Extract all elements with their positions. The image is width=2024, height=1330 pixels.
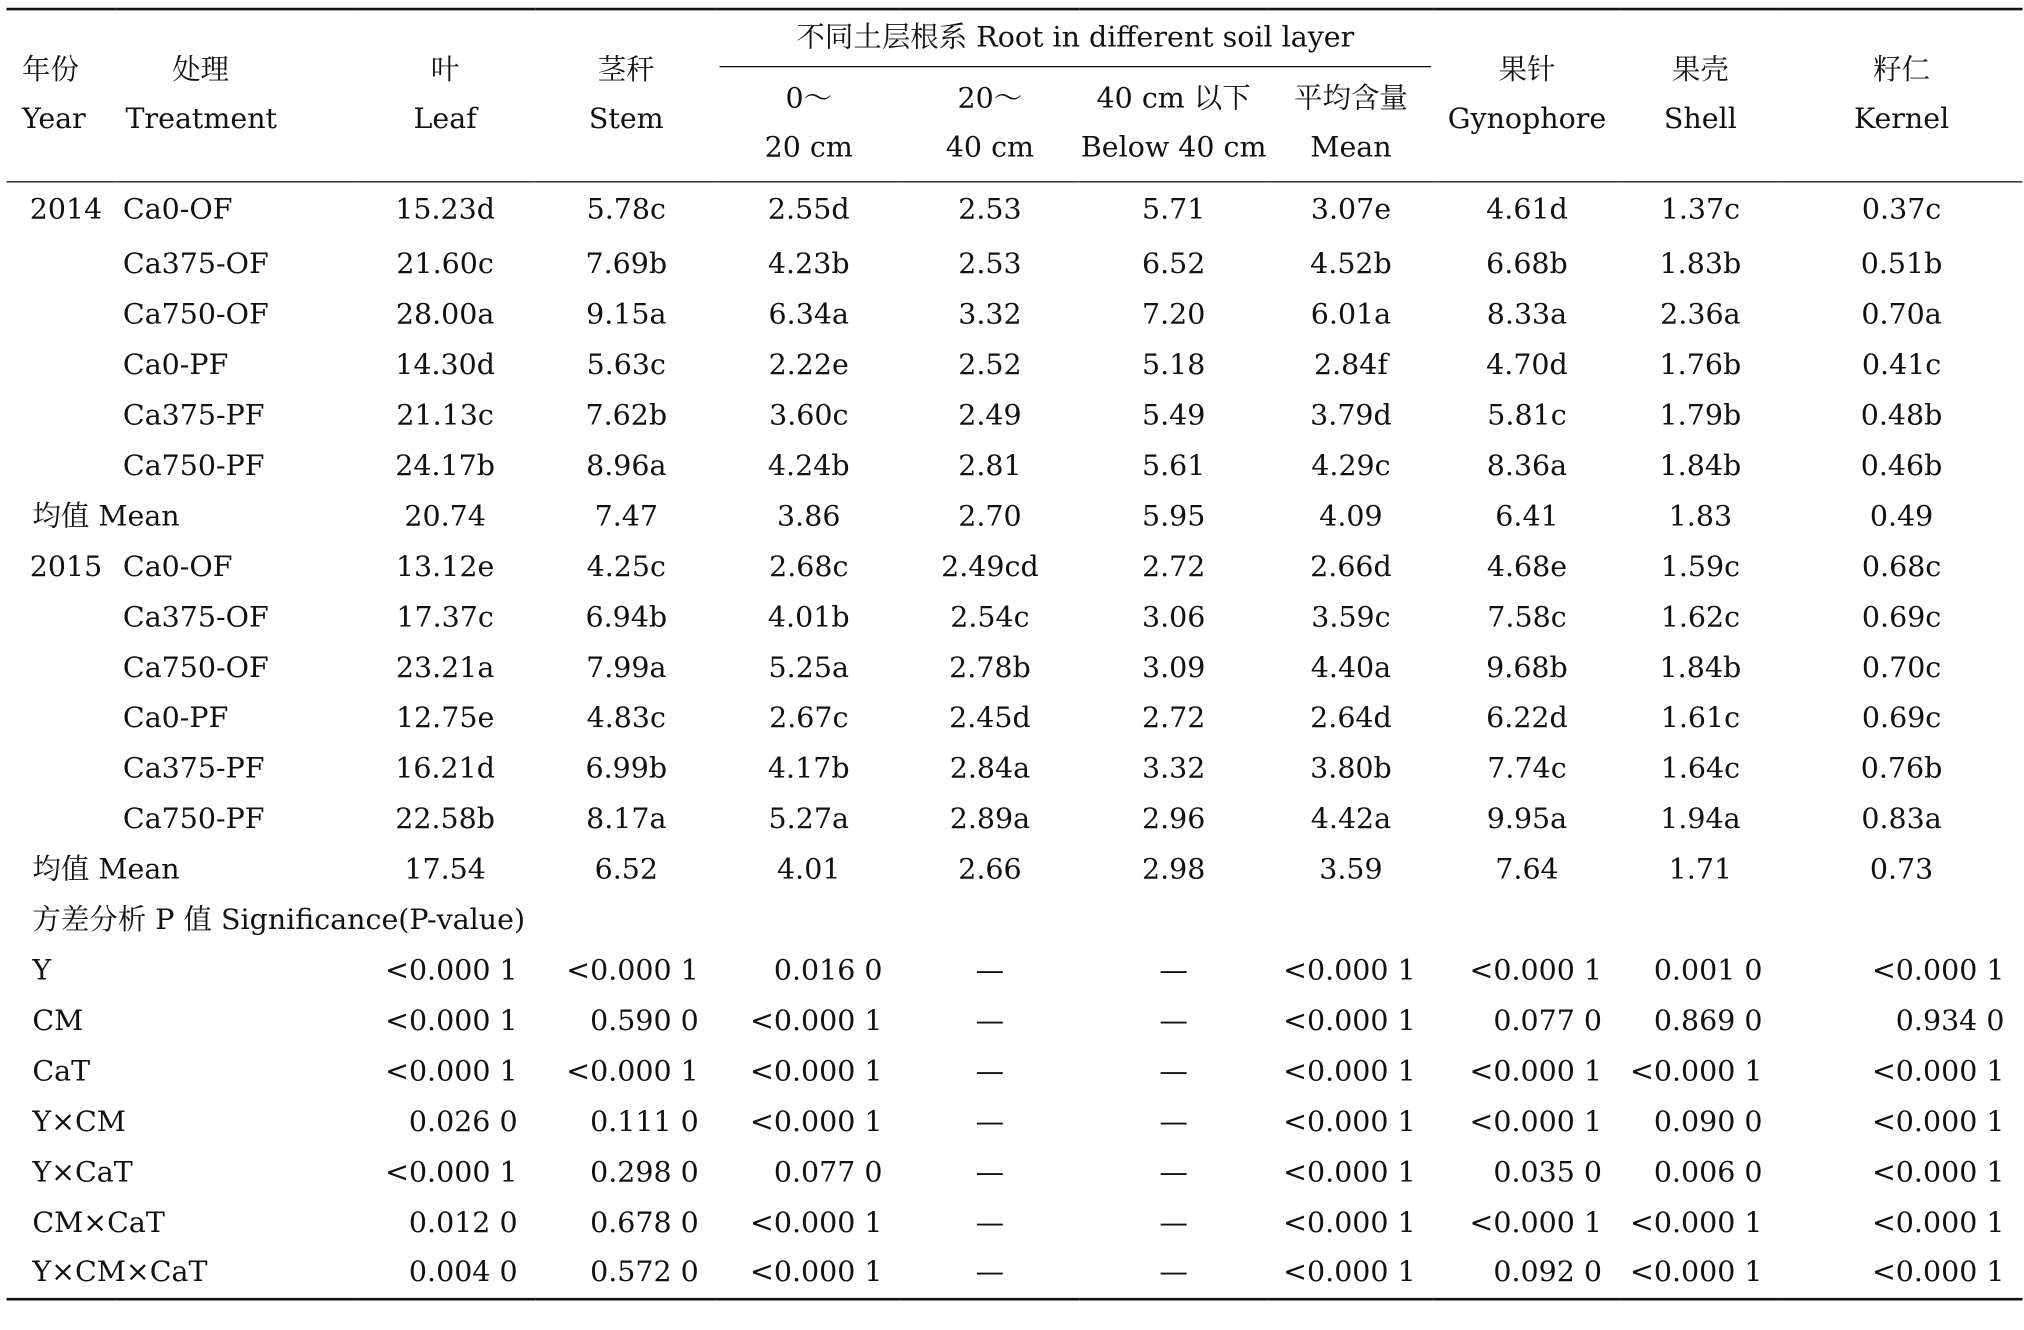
p-value-cell: <0.000 1 — [1871, 1055, 2005, 1088]
p-value-cell: — — [1159, 1004, 1188, 1038]
value-cell: 2.49 — [958, 399, 1022, 432]
value-cell: 1.71 — [1668, 853, 1733, 886]
p-value-cell: <0.000 1 — [1871, 1206, 2005, 1240]
value-cell: 1.61c — [1660, 701, 1741, 735]
value-cell: 4.24b — [767, 449, 850, 483]
p-value-cell: <0.000 1 — [566, 954, 699, 987]
value-cell: 6.22d — [1486, 701, 1568, 735]
value-cell: 1.84b — [1659, 651, 1742, 684]
p-value-cell: <0.000 1 — [749, 1206, 883, 1240]
p-value-cell: <0.000 1 — [1469, 1105, 1603, 1139]
year-cell — [6, 239, 115, 289]
value-cell: 3.60c — [769, 399, 849, 432]
value-cell: 6.94b — [585, 601, 668, 634]
p-value-cell: 0.678 0 — [590, 1206, 699, 1240]
table-row — [6, 593, 2022, 643]
treatment-cell: Ca0-PF — [122, 348, 229, 382]
value-cell: 1.94a — [1660, 802, 1741, 836]
anova-factor-label: Y×CM×CaT — [32, 1256, 208, 1289]
value-cell: 4.01b — [767, 601, 850, 634]
anova-title-row — [6, 895, 2022, 945]
p-value-cell: <0.000 1 — [1629, 1206, 1763, 1240]
value-cell: 2.98 — [1141, 853, 1206, 886]
treatment-cell: Ca375-OF — [122, 247, 269, 281]
p-value-cell: <0.000 1 — [1283, 1105, 1416, 1139]
p-value-cell: — — [1159, 1156, 1188, 1189]
value-cell: 3.32 — [1141, 752, 1206, 785]
value-cell: 2.84f — [1313, 348, 1388, 382]
table-row — [6, 340, 2022, 390]
value-cell: 20.74 — [404, 500, 486, 533]
value-cell: 2.53 — [958, 247, 1022, 281]
header-root-below-40: 40 cm 以下 Below 40 cm — [1080, 82, 1267, 165]
value-cell: 3.79d — [1310, 399, 1392, 432]
treatment-cell: Ca0-OF — [122, 550, 233, 583]
treatment-cell: Ca750-PF — [122, 802, 265, 836]
table-body — [6, 182, 2022, 1299]
anova-row — [6, 1097, 2022, 1147]
p-value-cell: <0.000 1 — [1871, 954, 2005, 987]
header-kernel: 籽仁 Kernel — [1853, 54, 1950, 136]
year-cell — [6, 391, 115, 441]
value-cell: 2.78b — [949, 651, 1031, 684]
table-header — [6, 9, 2022, 182]
header-gynophore: 果针 Gynophore — [1447, 54, 1607, 136]
p-value-cell: <0.000 1 — [1871, 1105, 2005, 1139]
value-cell: 14.30d — [395, 348, 495, 382]
value-cell: 0.51b — [1860, 247, 1943, 281]
value-cell: 1.83 — [1668, 500, 1733, 533]
value-cell: 4.25c — [586, 550, 666, 583]
table-row — [6, 542, 2022, 592]
year-cell: 2015 — [29, 550, 103, 583]
value-cell: 0.68c — [1861, 550, 1942, 583]
table-row — [6, 643, 2022, 693]
p-value-cell: <0.000 1 — [1283, 1004, 1416, 1038]
anova-row — [6, 996, 2022, 1046]
header-stem: 茎秆 Stem — [588, 54, 664, 136]
p-value-cell: — — [975, 1004, 1005, 1038]
value-cell: 2.52 — [958, 348, 1022, 382]
header-root-mean: 平均含量 Mean — [1294, 82, 1408, 165]
value-cell: 0.70c — [1861, 651, 1942, 684]
value-cell: 0.48b — [1860, 399, 1943, 432]
p-value-cell: — — [1159, 1055, 1188, 1088]
value-cell: 2.22e — [768, 348, 849, 382]
value-cell: 2.54c — [950, 601, 1030, 634]
value-cell: 0.49 — [1869, 500, 1934, 533]
value-cell: 4.23b — [767, 247, 850, 281]
value-cell: 2.55d — [767, 194, 850, 227]
value-cell: 1.37c — [1660, 194, 1741, 227]
value-cell: 3.07e — [1310, 194, 1392, 227]
anova-factor-label: Y×CM — [32, 1105, 126, 1139]
p-value-cell: — — [975, 1256, 1005, 1289]
value-cell: 0.46b — [1860, 449, 1943, 483]
calcium-content-table — [6, 8, 2022, 1301]
value-cell: 0.37c — [1861, 194, 1942, 227]
mean-label: 均值 Mean — [32, 500, 180, 533]
treatment-cell: Ca375-PF — [122, 399, 265, 432]
value-cell: 1.64c — [1660, 752, 1741, 785]
value-cell: 5.81c — [1487, 399, 1567, 432]
year-cell — [6, 643, 115, 693]
value-cell: 5.63c — [586, 348, 666, 382]
header-root-group: 不同土层根系 Root in different soil layer — [717, 9, 1434, 67]
p-value-cell: 0.001 0 — [1653, 954, 1763, 987]
p-value-cell: — — [1159, 954, 1188, 987]
header-root-0-20: 0～ 20 cm — [764, 82, 853, 165]
value-cell: 8.36a — [1486, 449, 1568, 483]
treatment-cell: Ca750-PF — [122, 449, 265, 483]
value-cell: 4.83c — [586, 701, 666, 735]
value-cell: 0.73 — [1869, 853, 1934, 886]
p-value-cell: <0.000 1 — [749, 1105, 883, 1139]
p-value-cell: 0.934 0 — [1895, 1004, 2005, 1038]
p-value-cell: 0.111 0 — [590, 1105, 699, 1139]
header-treatment: 处理 Treatment — [125, 54, 277, 136]
value-cell: 21.60c — [396, 247, 494, 281]
value-cell: 5.71 — [1141, 194, 1206, 227]
value-cell: 1.84b — [1659, 449, 1742, 483]
value-cell: 22.58b — [395, 802, 495, 836]
value-cell: 2.49cd — [941, 550, 1039, 583]
value-cell: 2.45d — [949, 701, 1031, 735]
value-cell: 4.01 — [777, 853, 841, 886]
p-value-cell: — — [975, 1206, 1005, 1240]
p-value-cell: 0.077 0 — [773, 1156, 883, 1189]
value-cell: 2.66 — [958, 853, 1022, 886]
p-value-cell: 0.012 0 — [408, 1206, 518, 1240]
value-cell: 6.52 — [594, 853, 658, 886]
p-value-cell: — — [975, 1055, 1005, 1088]
mean-row — [6, 492, 2022, 542]
value-cell: 6.41 — [1495, 500, 1559, 533]
p-value-cell: — — [1159, 1105, 1188, 1139]
value-cell: 7.99a — [586, 651, 667, 684]
value-cell: 2.96 — [1141, 802, 1206, 836]
value-cell: 2.64d — [1310, 701, 1392, 735]
p-value-cell: 0.869 0 — [1653, 1004, 1763, 1038]
value-cell: 1.62c — [1660, 601, 1741, 634]
header-leaf: 叶 Leaf — [413, 54, 477, 136]
header-year: 年份 Year — [21, 54, 86, 136]
p-value-cell: 0.590 0 — [590, 1004, 699, 1038]
anova-factor-label: CaT — [32, 1055, 91, 1088]
value-cell: 4.42a — [1310, 802, 1392, 836]
header-root-20-40: 20～ 40 cm — [945, 82, 1035, 165]
value-cell: 6.01a — [1310, 298, 1392, 331]
anova-factor-label: Y — [32, 954, 52, 987]
value-cell: 2.53 — [958, 194, 1022, 227]
value-cell: 2.72 — [1141, 701, 1206, 735]
year-cell — [6, 441, 115, 491]
p-value-cell: — — [1159, 1206, 1188, 1240]
value-cell: 16.21d — [395, 752, 495, 785]
p-value-cell: — — [975, 1105, 1005, 1139]
p-value-cell: — — [975, 954, 1005, 987]
p-value-cell: <0.000 1 — [566, 1055, 699, 1088]
value-cell: 1.76b — [1659, 348, 1742, 382]
value-cell: 6.34a — [768, 298, 849, 331]
value-cell: 6.52 — [1141, 247, 1206, 281]
mean-row — [6, 845, 2022, 895]
value-cell: 0.70a — [1861, 298, 1942, 331]
p-value-cell: 0.090 0 — [1653, 1105, 1763, 1139]
value-cell: 4.17b — [767, 752, 850, 785]
value-cell: 5.49 — [1141, 399, 1206, 432]
value-cell: 7.58c — [1487, 601, 1567, 634]
value-cell: 28.00a — [395, 298, 495, 331]
value-cell: 1.79b — [1659, 399, 1742, 432]
anova-title: 方差分析 P 值 Significance(P-value) — [32, 903, 526, 937]
value-cell: 23.21a — [395, 651, 495, 684]
value-cell: 13.12e — [395, 550, 495, 583]
value-cell: 4.61d — [1486, 194, 1568, 227]
anova-factor-label: CM — [32, 1004, 84, 1038]
value-cell: 2.72 — [1141, 550, 1206, 583]
table-row — [6, 391, 2022, 441]
value-cell: 7.20 — [1141, 298, 1206, 331]
treatment-cell: Ca750-OF — [122, 651, 269, 684]
value-cell: 1.83b — [1659, 247, 1742, 281]
value-cell: 7.64 — [1495, 853, 1559, 886]
value-cell: 21.13c — [396, 399, 494, 432]
p-value-cell: <0.000 1 — [385, 1156, 518, 1189]
value-cell: 7.69b — [585, 247, 668, 281]
p-value-cell: <0.000 1 — [1871, 1256, 2005, 1289]
value-cell: 2.36a — [1660, 298, 1741, 331]
p-value-cell: <0.000 1 — [1629, 1256, 1763, 1289]
value-cell: 2.84a — [949, 752, 1031, 785]
value-cell: 4.09 — [1319, 500, 1383, 533]
anova-factor-label: CM×CaT — [32, 1206, 165, 1240]
value-cell: 3.80b — [1310, 752, 1392, 785]
value-cell: 0.83a — [1861, 802, 1942, 836]
p-value-cell: <0.000 1 — [385, 954, 518, 987]
value-cell: 0.69c — [1861, 601, 1942, 634]
table-row — [6, 239, 2022, 289]
p-value-cell: <0.000 1 — [1871, 1156, 2005, 1189]
p-value-cell: 0.004 0 — [408, 1256, 518, 1289]
treatment-cell: Ca750-OF — [122, 298, 269, 331]
anova-row — [6, 1249, 2022, 1299]
p-value-cell: 0.006 0 — [1653, 1156, 1763, 1189]
p-value-cell: <0.000 1 — [749, 1004, 883, 1038]
p-value-cell: 0.077 0 — [1493, 1004, 1603, 1038]
value-cell: 5.95 — [1141, 500, 1206, 533]
p-value-cell: <0.000 1 — [749, 1055, 883, 1088]
table-row — [6, 290, 2022, 340]
p-value-cell: <0.000 1 — [1283, 1156, 1416, 1189]
value-cell: 8.96a — [586, 449, 667, 483]
value-cell: 3.59c — [1311, 601, 1391, 634]
value-cell: 3.09 — [1141, 651, 1206, 684]
header-shell: 果壳 Shell — [1663, 54, 1737, 136]
value-cell: 2.81 — [958, 449, 1022, 483]
value-cell: 7.62b — [585, 399, 668, 432]
value-cell: 2.68c — [769, 550, 849, 583]
anova-row — [6, 1148, 2022, 1198]
anova-row — [6, 1198, 2022, 1248]
year-cell — [6, 340, 115, 390]
p-value-cell: <0.000 1 — [1283, 1055, 1416, 1088]
year-cell — [6, 593, 115, 643]
value-cell: 5.78c — [586, 194, 666, 227]
value-cell: 5.61 — [1141, 449, 1206, 483]
value-cell: 7.74c — [1487, 752, 1567, 785]
value-cell: 5.25a — [768, 651, 849, 684]
value-cell: 9.95a — [1486, 802, 1568, 836]
value-cell: 0.76b — [1860, 752, 1943, 785]
value-cell: 0.41c — [1861, 348, 1942, 382]
p-value-cell: <0.000 1 — [1283, 1256, 1416, 1289]
p-value-cell: — — [975, 1156, 1005, 1189]
value-cell: 3.06 — [1141, 601, 1206, 634]
p-value-cell: 0.298 0 — [590, 1156, 699, 1189]
value-cell: 8.33a — [1486, 298, 1568, 331]
anova-row — [6, 946, 2022, 996]
value-cell: 4.52b — [1310, 247, 1392, 281]
table-row — [6, 694, 2022, 744]
p-value-cell: — — [1159, 1256, 1188, 1289]
p-value-cell: <0.000 1 — [1283, 954, 1416, 987]
table-row — [6, 744, 2022, 794]
value-cell: 4.70d — [1486, 348, 1568, 382]
p-value-cell: 0.092 0 — [1493, 1256, 1603, 1289]
value-cell: 5.18 — [1141, 348, 1206, 382]
p-value-cell: 0.016 0 — [773, 954, 883, 987]
year-cell — [6, 694, 115, 744]
value-cell: 8.17a — [586, 802, 667, 836]
value-cell: 4.68e — [1486, 550, 1568, 583]
p-value-cell: <0.000 1 — [385, 1055, 518, 1088]
value-cell: 3.59 — [1319, 853, 1383, 886]
value-cell: 4.40a — [1310, 651, 1392, 684]
value-cell: 9.68b — [1486, 651, 1568, 684]
value-cell: 1.59c — [1660, 550, 1741, 583]
value-cell: 17.54 — [404, 853, 486, 886]
value-cell: 15.23d — [395, 194, 495, 227]
p-value-cell: 0.035 0 — [1493, 1156, 1603, 1189]
value-cell: 17.37c — [396, 601, 494, 634]
value-cell: 3.32 — [958, 298, 1022, 331]
p-value-cell: <0.000 1 — [1469, 954, 1603, 987]
value-cell: 5.27a — [768, 802, 849, 836]
table-row — [6, 182, 2022, 240]
p-value-cell: <0.000 1 — [749, 1256, 883, 1289]
year-cell: 2014 — [29, 194, 103, 227]
value-cell: 4.29c — [1311, 449, 1391, 483]
p-value-cell: <0.000 1 — [1283, 1206, 1416, 1240]
value-cell: 6.99b — [585, 752, 668, 785]
value-cell: 2.66d — [1310, 550, 1392, 583]
value-cell: 9.15a — [586, 298, 667, 331]
value-cell: 2.89a — [949, 802, 1031, 836]
value-cell: 6.68b — [1486, 247, 1568, 281]
year-cell — [6, 744, 115, 794]
value-cell: 2.67c — [769, 701, 849, 735]
year-cell — [6, 290, 115, 340]
p-value-cell: <0.000 1 — [385, 1004, 518, 1038]
p-value-cell: <0.000 1 — [1629, 1055, 1763, 1088]
year-cell — [6, 795, 115, 845]
anova-factor-label: Y×CaT — [32, 1156, 133, 1189]
value-cell: 24.17b — [395, 449, 495, 483]
table-row — [6, 441, 2022, 491]
table-row — [6, 795, 2022, 845]
p-value-cell: <0.000 1 — [1469, 1055, 1603, 1088]
value-cell: 12.75e — [395, 701, 495, 735]
treatment-cell: Ca0-PF — [122, 701, 229, 735]
value-cell: 2.70 — [958, 500, 1022, 533]
value-cell: 0.69c — [1861, 701, 1942, 735]
value-cell: 7.47 — [594, 500, 658, 533]
p-value-cell: 0.026 0 — [408, 1105, 518, 1139]
anova-row — [6, 1047, 2022, 1097]
p-value-cell: <0.000 1 — [1469, 1206, 1603, 1240]
value-cell: 3.86 — [777, 500, 841, 533]
mean-label: 均值 Mean — [32, 853, 180, 886]
treatment-cell: Ca375-PF — [122, 752, 265, 785]
treatment-cell: Ca375-OF — [122, 601, 269, 634]
p-value-cell: 0.572 0 — [590, 1256, 699, 1289]
treatment-cell: Ca0-OF — [122, 194, 233, 227]
